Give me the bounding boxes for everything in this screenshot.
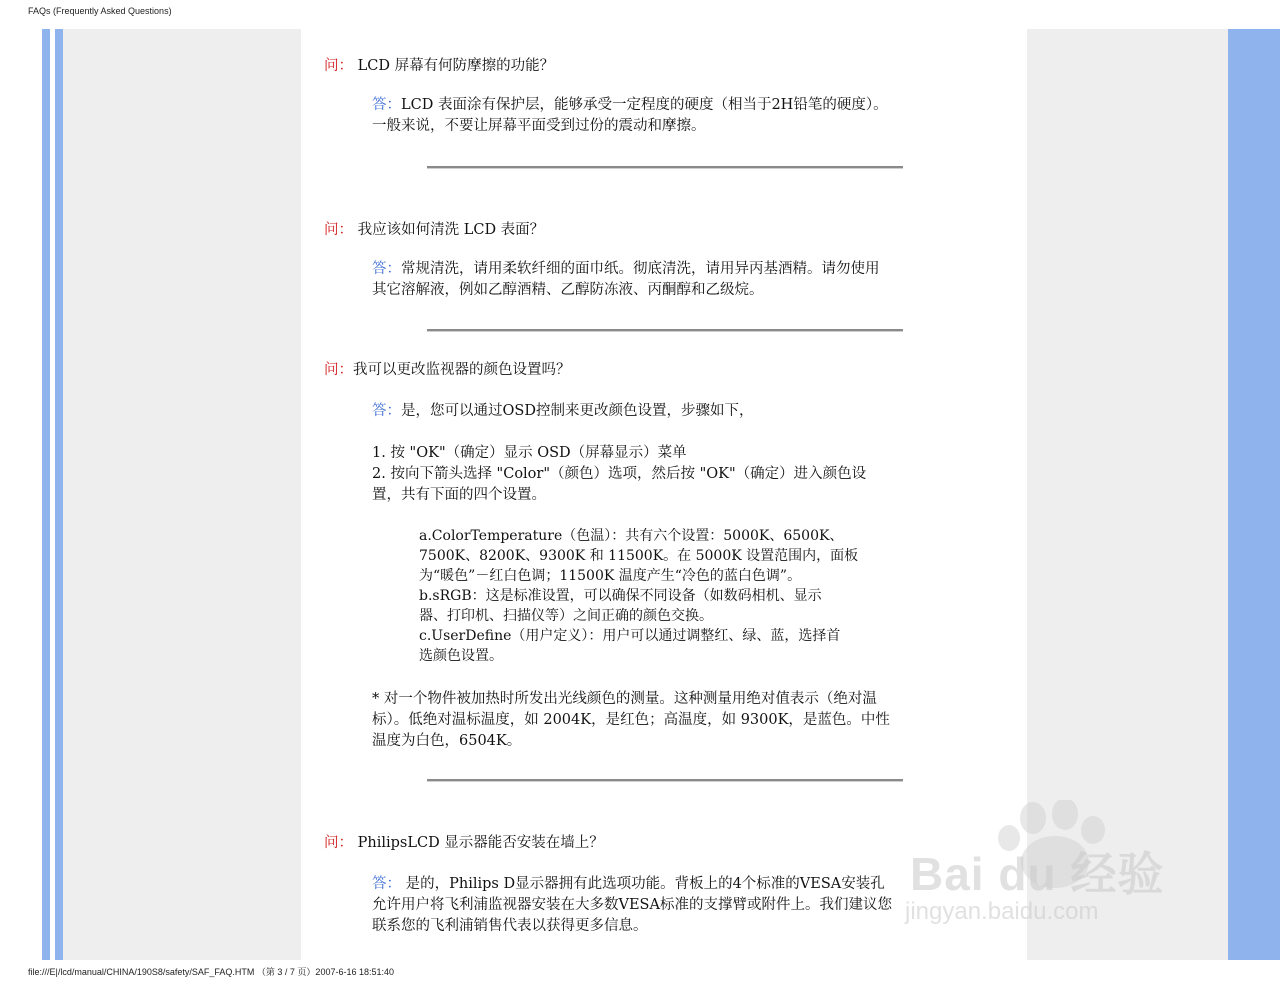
- left-margin-panel: [63, 29, 301, 960]
- question-text: 我应该如何清洗 LCD 表面？: [353, 222, 545, 238]
- document-footer: file:///E|/lcd/manual/CHINA/190S8/safety/SAF_FAQ.HTM （第 3 / 7 页）2007-6-16 18:51:40: [28, 967, 394, 977]
- faq-question-3: [324, 358, 571, 379]
- faq-answer-2: [372, 259, 962, 301]
- answer-line: 是，您可以通过OSD控制来更改颜色设置，步骤如下，: [401, 403, 754, 419]
- answer-line: 是的，Philips D显示器拥有此选项功能。背板上的4个标准的VESA安装孔: [401, 876, 885, 892]
- note-line: * 对一个物件被加热时所发出光线颜色的测量。这种测量用绝对值表示（绝对温: [372, 691, 877, 707]
- answer-line: 一般来说，不要让屏幕平面受到过份的震动和摩擦。: [372, 118, 706, 134]
- right-border-bar: [1228, 29, 1280, 960]
- note-line: 温度为白色，6504K。: [372, 733, 522, 749]
- option-line: a.ColorTemperature（色温）：共有六个设置：5000K、6500K、: [419, 528, 844, 544]
- divider: [427, 329, 903, 332]
- question-text: LCD 屏幕有何防摩擦的功能？: [353, 58, 555, 74]
- answer-mark: 答：: [372, 403, 401, 419]
- answer-mark: 答：: [372, 97, 401, 113]
- question-mark: 问：: [324, 222, 353, 238]
- faq-question-2: [324, 218, 544, 239]
- left-border-bar: [42, 29, 50, 960]
- option-line: b.sRGB：这是标准设置，可以确保不同设备（如数码相机、显示: [419, 588, 822, 604]
- faq-question-1: [324, 54, 554, 75]
- step-item: 置，共有下面的四个设置。: [372, 487, 546, 503]
- answer-line: 常规清洗，请用柔软纤细的面巾纸。彻底清洗，请用异丙基酒精。请勿使用: [401, 261, 880, 277]
- answer-line: 允许用户将飞利浦监视器安装在大多数VESA标准的支撑臂或附件上。我们建议您: [372, 897, 892, 913]
- watermark-url: jingyan.baidu.com: [905, 898, 1099, 925]
- note-line: 标）。低绝对温标温度，如 2004K，是红色；高温度，如 9300K，是蓝色。中性: [372, 712, 890, 728]
- step-item: 2. 按向下箭头选择 "Color"（颜色）选项，然后按 "OK"（确定）进入颜色设: [372, 466, 867, 482]
- answer-mark: 答：: [372, 261, 401, 277]
- option-line: 选颜色设置。: [419, 648, 503, 664]
- divider: [427, 779, 903, 782]
- answer-line: LCD 表面涂有保护层，能够承受一定程度的硬度（相当于2H铅笔的硬度）。: [401, 97, 888, 113]
- question-mark: 问：: [324, 58, 353, 74]
- faq-answer-1: [372, 95, 962, 137]
- question-text: PhilipsLCD 显示器能否安装在墙上？: [353, 835, 604, 851]
- divider: [427, 166, 903, 169]
- color-temperature-note: [372, 689, 962, 752]
- step-item: 1. 按 "OK"（确定）显示 OSD（屏幕显示）菜单: [372, 445, 687, 461]
- option-line: 7500K、8200K、9300K 和 11500K。在 5000K 设置范围内，面板: [419, 548, 859, 564]
- left-border-bar-inner: [55, 29, 63, 960]
- option-line: 器、打印机、扫描仪等）之间正确的颜色交换。: [419, 608, 713, 624]
- question-mark: 问：: [324, 362, 353, 378]
- faq-steps: [372, 443, 962, 506]
- watermark-brand: Bai du 经验: [910, 848, 1165, 900]
- document-title: FAQs (Frequently Asked Questions): [28, 6, 172, 16]
- option-line: c.UserDefine（用户定义）：用户可以通过调整红、绿、蓝，选择首: [419, 628, 841, 644]
- option-line: 为“暖色”－红白色调；11500K 温度产生“冷色的蓝白色调”。: [419, 568, 802, 584]
- question-mark: 问：: [324, 835, 353, 851]
- color-options: [419, 526, 919, 666]
- faq-answer-4: [372, 874, 962, 937]
- faq-question-4: [324, 831, 604, 852]
- question-text: 我可以更改监视器的颜色设置吗？: [353, 362, 571, 378]
- answer-line: 联系您的飞利浦销售代表以获得更多信息。: [372, 918, 648, 934]
- answer-line: 其它溶解液，例如乙醇酒精、乙醇防冻液、丙酮醇和乙级烷。: [372, 282, 764, 298]
- faq-answer-3: [372, 401, 962, 422]
- answer-mark: 答：: [372, 876, 401, 892]
